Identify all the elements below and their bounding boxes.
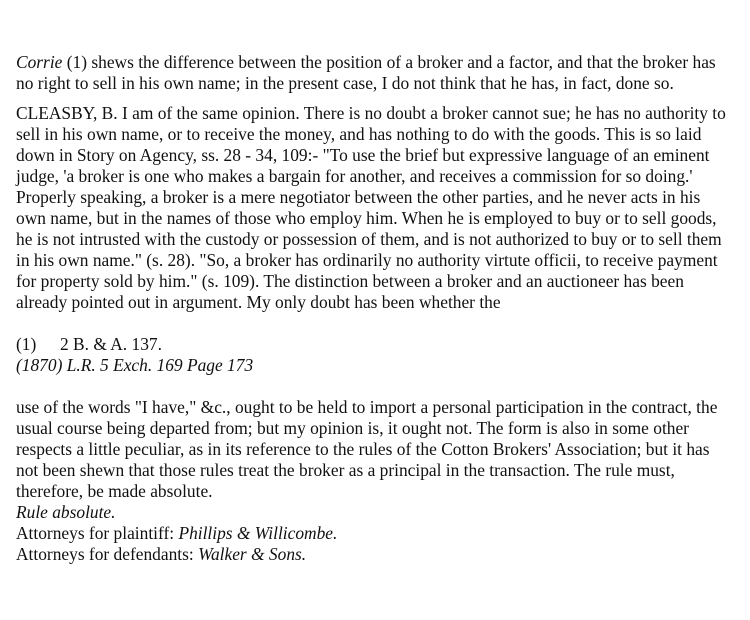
attorneys-defendants (16, 544, 734, 565)
attorneys-defendants-name: Walker & Sons. (198, 544, 307, 564)
document-page (16, 52, 734, 565)
footnote-number: (1) (16, 334, 37, 354)
attorneys-plaintiff-name: Phillips & Willicombe. (178, 523, 338, 543)
attorneys-plaintiff-label: Attorneys for plaintiff: (16, 523, 179, 543)
paragraph-corrie-text: (1) shews the difference between the position of a broker and a factor, and that the broker has no right to sell in his own name; in the present case, I do not think that he has, in fact, done so. (16, 52, 716, 93)
paragraph-corrie (16, 52, 734, 94)
case-name: Corrie (16, 52, 63, 72)
paragraph-cleasby: CLEASBY, B. I am of the same opinion. There is no doubt a broker cannot sue; he has no authority to sell in his own name, or to receive the money, and has nothing to do with the goods. This is so laid down in Story on Agency, ss. 28 - 34, 109:- "To use the brief but expressive language of an eminent judge, 'a broker is one who makes a bargain for another, and receives a commission for so doing.' Properly speaking, a broker is a mere negotiator between the other parties, and he never acts in his own name, but in the names of those who employ him. When he is employed to buy or to sell goods, he is not intrusted with the custody or possession of them, and is not authorized to buy or to sell them in his own name." (s. 28). "So, a broker has ordinarily no authority virtute officii, to receive payment for property sold by him." (s. 109). The distinction between a broker and an auctioneer has been already pointed out in argument. My only doubt has been whether the (16, 103, 726, 312)
paragraph-continuation: use of the words "I have," &c., ought to be held to import a personal participation in the contract, the usual course being departed from; but my opinion is, it ought not. The form is also in some other respects a little peculiar, as in its reference to the rules of the Cotton Brokers' Association; but it has not been shewn that those rules treat the broker as a principal in the transaction. The rule must, therefore, be made absolute. (16, 397, 718, 501)
page-citation: (1870) L.R. 5 Exch. 169 Page 173 (16, 355, 254, 375)
attorneys-defendants-label: Attorneys for defendants: (16, 544, 199, 564)
ruling: Rule absolute. (16, 502, 116, 522)
footnote-text: 2 B. & A. 137. (60, 334, 162, 354)
attorneys-plaintiff (16, 523, 734, 544)
footnote (16, 334, 734, 355)
